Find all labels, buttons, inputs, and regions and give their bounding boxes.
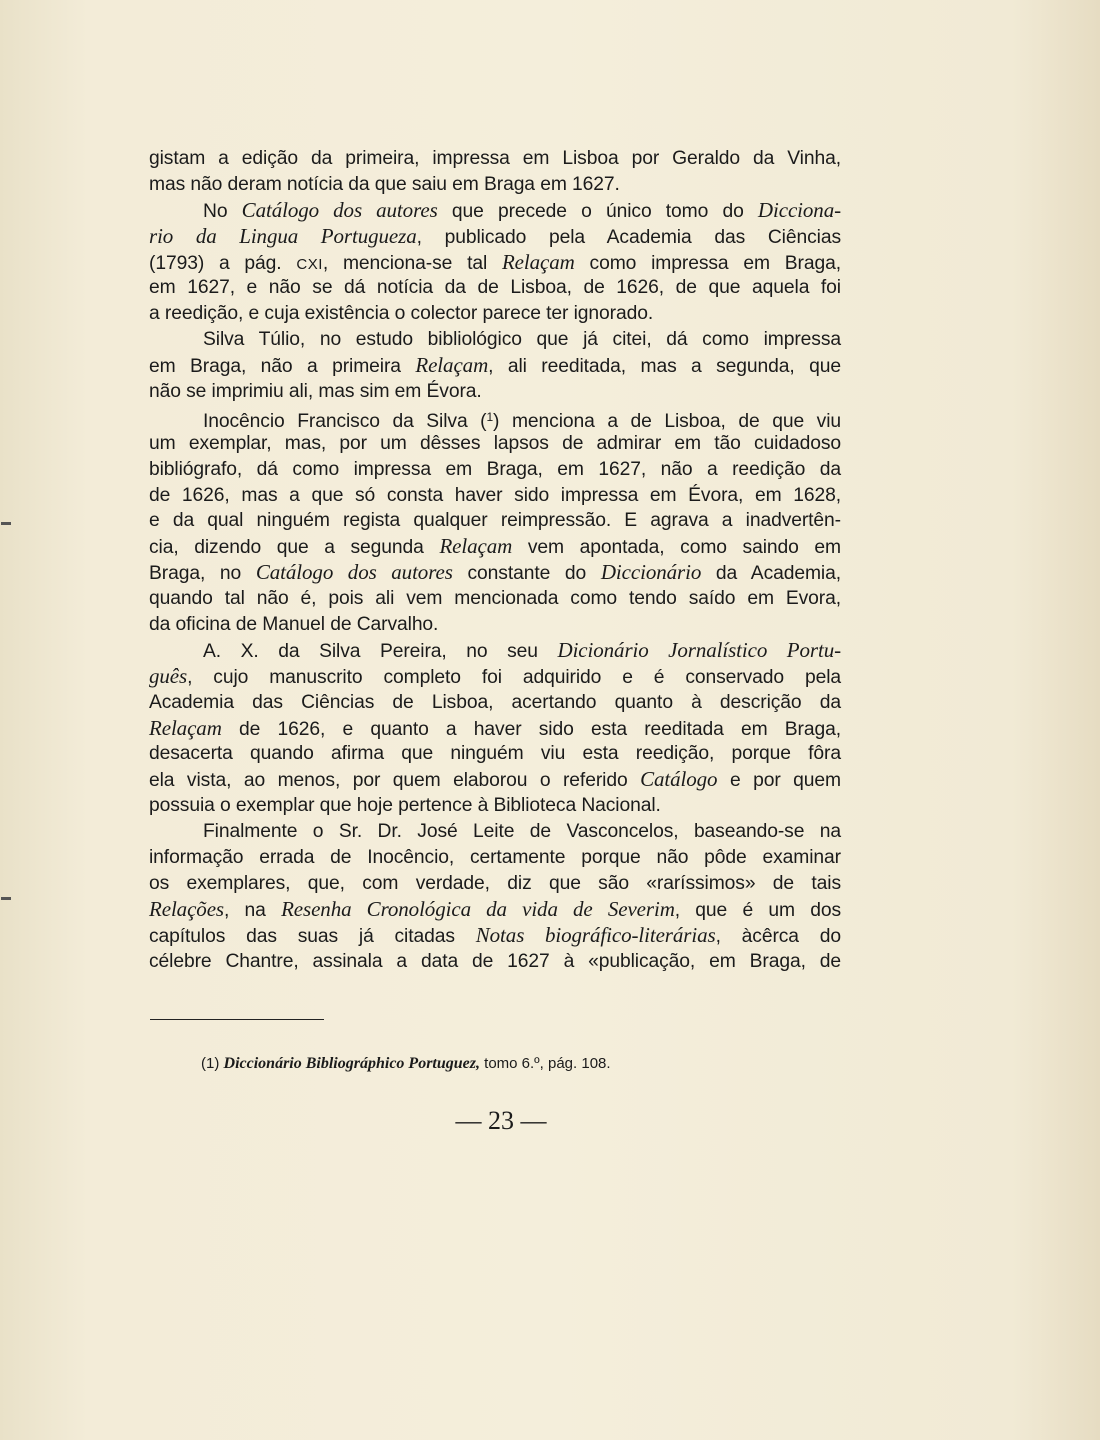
text-line xyxy=(149,198,841,224)
text-run: um exemplar, mas, por um dêsses lapsos de admirar em tão cuidadoso xyxy=(149,432,841,454)
text-line xyxy=(149,638,841,664)
text-run: , publicado pela Academia das Ciências xyxy=(416,226,841,248)
text-line xyxy=(149,845,841,871)
text-line xyxy=(149,172,841,198)
text-run: mas não deram notícia da que saiu em Braga em 1627. xyxy=(149,173,620,195)
text-line xyxy=(149,301,841,327)
margin-mark xyxy=(1,522,11,525)
text-run: como impressa em Braga, xyxy=(574,252,841,274)
text-line xyxy=(149,405,841,431)
text-line xyxy=(149,431,841,457)
text-line xyxy=(149,897,841,923)
text-line xyxy=(149,327,841,353)
text-run: rio da Lingua Portugueza xyxy=(149,223,417,248)
text-run: , menciona-se tal xyxy=(322,252,502,274)
text-run: possuia o exemplar que hoje pertence à Biblioteca Nacional. xyxy=(149,795,661,817)
body-text xyxy=(149,146,841,975)
footnote-marker: (1) xyxy=(201,1055,220,1072)
text-run: No xyxy=(203,200,242,222)
text-run: guês xyxy=(149,663,188,688)
text-run: e por quem xyxy=(717,770,841,792)
page-number: — 23 — xyxy=(455,1106,547,1135)
text-run: Relaçam xyxy=(501,249,575,274)
text-run: desacerta quando afirma que ninguém viu esta reedição, porque fôra xyxy=(149,743,841,765)
text-line xyxy=(149,767,841,793)
text-line xyxy=(149,612,841,638)
text-run: célebre Chantre, assinala a data de 1627 à «publicação, em Braga, de xyxy=(149,950,841,972)
text-run: quando tal não é, pois ali vem mencionada como tendo saído em Evora, xyxy=(149,588,841,610)
text-run: Dicciona- xyxy=(757,197,841,222)
text-line xyxy=(149,224,841,250)
text-run: gistam a edição da primeira, impressa em Lisboa por Geraldo da Vinha, xyxy=(149,148,841,169)
text-run: , cujo manuscrito completo foi adquirido e é conservado pela xyxy=(187,666,841,688)
text-run: Relaçam xyxy=(415,353,489,378)
text-run: Relaçam xyxy=(149,715,222,740)
text-line xyxy=(149,379,841,405)
text-run: 1 xyxy=(486,409,494,424)
text-line xyxy=(149,560,841,586)
text-run: não se imprimiu ali, mas sim em Évora. xyxy=(149,381,482,403)
text-line xyxy=(149,586,841,612)
text-run: Diccionário xyxy=(600,560,702,585)
text-run: cia, dizendo que a segunda xyxy=(149,537,440,559)
text-run: ela vista, ao menos, por quem elaborou o referido xyxy=(149,770,641,792)
text-line xyxy=(149,741,841,767)
text-line xyxy=(149,949,841,975)
text-run: Academia das Ciências de Lisboa, acertando quanto à descrição da xyxy=(149,691,841,713)
text-run: ) menciona a de Lisboa, de que viu xyxy=(493,410,841,432)
text-line xyxy=(149,716,841,742)
text-line xyxy=(149,146,841,172)
footnote-separator xyxy=(150,1019,324,1020)
text-run: (1793) a pág. xyxy=(149,252,297,274)
text-run: informação errada de Inocêncio, certamente porque não pôde examinar xyxy=(149,847,841,869)
text-run: em 1627, e não se dá notícia da de Lisboa, de 1626, de que aquela foi xyxy=(149,277,841,299)
text-run: os exemplares, que, com verdade, diz que são «raríssimos» de tais xyxy=(149,872,841,894)
text-run: que precede o único tomo do xyxy=(437,200,758,222)
text-run: de 1626, e quanto a haver sido esta reeditada em Braga, xyxy=(221,718,841,740)
text-line xyxy=(149,508,841,534)
text-line xyxy=(149,250,841,276)
text-run: A. X. da Silva Pereira, no seu xyxy=(203,640,558,662)
text-run: Catálogo xyxy=(640,767,718,792)
text-run: Resenha Cronológica da vida de Severim xyxy=(281,896,675,921)
text-run: bibliógrafo, dá como impressa em Braga, em 1627, não a reedição da xyxy=(149,458,841,480)
footnote-rest: tomo 6.º, pág. 108. xyxy=(479,1055,611,1072)
text-run: Catálogo dos autores xyxy=(255,560,453,585)
text-run: Relaçam xyxy=(439,534,513,559)
text-line xyxy=(149,534,841,560)
text-line xyxy=(149,275,841,301)
text-run: Notas biográfico-literárias xyxy=(475,922,716,947)
text-run: e da qual ninguém regista qualquer reimpressão. E agrava a inadvertên- xyxy=(149,510,841,532)
text-line xyxy=(149,819,841,845)
text-run: , na xyxy=(224,899,282,921)
text-run: Relações xyxy=(149,896,224,921)
text-line xyxy=(149,793,841,819)
text-run: capítulos das suas já citadas xyxy=(149,925,476,947)
text-line xyxy=(149,457,841,483)
text-run: Catálogo dos autores xyxy=(241,197,438,222)
text-line xyxy=(149,871,841,897)
text-run: Inocêncio Francisco da Silva ( xyxy=(203,410,487,432)
text-run: a reedição, e cuja existência o colector parece ter ignorado. xyxy=(149,303,654,325)
text-line xyxy=(149,923,841,949)
text-run: da Academia, xyxy=(701,563,841,585)
text-run: Dicionário Jornalístico Portu- xyxy=(557,637,841,662)
margin-mark xyxy=(1,897,11,900)
text-run: , àcêrca do xyxy=(715,925,842,947)
text-run: Braga, no xyxy=(149,563,256,585)
text-run: de 1626, mas a que só consta haver sido impressa em Évora, em 1628, xyxy=(149,484,841,506)
footnote xyxy=(201,1055,611,1073)
text-run: da oficina de Manuel de Carvalho. xyxy=(149,614,439,636)
text-line xyxy=(149,353,841,379)
text-run: , ali reeditada, mas a segunda, que xyxy=(488,356,841,378)
text-run: Silva Túlio, no estudo bibliológico que já citei, dá como impressa xyxy=(203,329,841,351)
text-line xyxy=(149,690,841,716)
text-run: , que é um dos xyxy=(674,899,841,921)
text-line xyxy=(149,664,841,690)
text-line xyxy=(149,483,841,509)
text-run: constante do xyxy=(452,563,601,585)
text-run: CXI xyxy=(296,255,323,273)
text-run: vem apontada, como saindo em xyxy=(512,537,841,559)
text-run: em Braga, não a primeira xyxy=(149,356,416,378)
footnote-title: Diccionário Bibliográphico Portuguez, xyxy=(223,1055,480,1072)
text-run: Finalmente o Sr. Dr. José Leite de Vasconcelos, baseando-se na xyxy=(203,821,841,843)
